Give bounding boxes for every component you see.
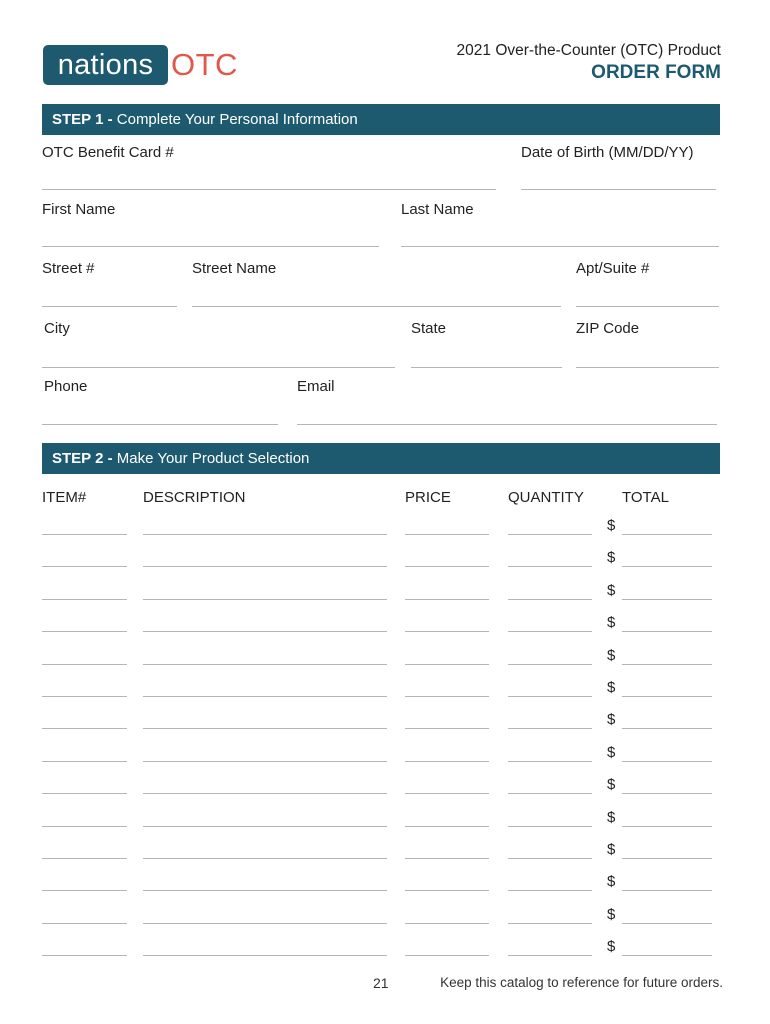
item-field[interactable] [42, 890, 127, 891]
description-field[interactable] [143, 728, 387, 729]
quantity-field[interactable] [508, 890, 592, 891]
street-name-label: Street Name [192, 260, 277, 277]
price-field[interactable] [405, 858, 489, 859]
description-field[interactable] [143, 534, 387, 535]
description-field[interactable] [143, 955, 387, 956]
quantity-field[interactable] [508, 599, 592, 600]
quantity-field[interactable] [508, 664, 592, 665]
description-field[interactable] [143, 599, 387, 600]
col-description: DESCRIPTION [143, 489, 246, 506]
dollar-sign: $ [607, 711, 616, 728]
dollar-sign: $ [607, 582, 616, 599]
quantity-field[interactable] [508, 826, 592, 827]
quantity-field[interactable] [508, 534, 592, 535]
price-field[interactable] [405, 534, 489, 535]
dob-label-text: Date of Birth [521, 144, 605, 161]
total-field[interactable] [622, 534, 712, 535]
step2-label: STEP 2 - [52, 450, 113, 467]
form-subtitle: 2021 Over-the-Counter (OTC) Product [456, 42, 721, 59]
logo-otc: OTC [171, 47, 238, 82]
item-field[interactable] [42, 793, 127, 794]
item-field[interactable] [42, 728, 127, 729]
email-field[interactable] [297, 424, 717, 425]
quantity-field[interactable] [508, 793, 592, 794]
step2-header [42, 443, 720, 474]
total-field[interactable] [622, 696, 712, 697]
item-field[interactable] [42, 923, 127, 924]
item-field[interactable] [42, 566, 127, 567]
col-item: ITEM# [42, 489, 87, 506]
zip-label: ZIP Code [576, 320, 640, 337]
total-field[interactable] [622, 890, 712, 891]
dollar-sign: $ [607, 517, 616, 534]
total-field[interactable] [622, 793, 712, 794]
dollar-sign: $ [607, 614, 616, 631]
price-field[interactable] [405, 826, 489, 827]
city-field[interactable] [42, 367, 395, 368]
phone-field[interactable] [42, 424, 278, 425]
description-field[interactable] [143, 923, 387, 924]
price-field[interactable] [405, 793, 489, 794]
description-field[interactable] [143, 631, 387, 632]
dollar-sign: $ [607, 679, 616, 696]
price-field[interactable] [405, 599, 489, 600]
price-field[interactable] [405, 728, 489, 729]
zip-field[interactable] [576, 367, 719, 368]
description-field[interactable] [143, 890, 387, 891]
street-number-field[interactable] [42, 306, 177, 307]
step1-label: STEP 1 - [52, 111, 113, 128]
state-label: State [411, 320, 447, 337]
total-field[interactable] [622, 923, 712, 924]
price-field[interactable] [405, 566, 489, 567]
street-name-field[interactable] [192, 306, 561, 307]
dob-label [521, 144, 694, 161]
dollar-sign: $ [607, 549, 616, 566]
item-field[interactable] [42, 696, 127, 697]
street-number-label: Street # [42, 260, 95, 277]
item-field[interactable] [42, 631, 127, 632]
description-field[interactable] [143, 858, 387, 859]
item-field[interactable] [42, 664, 127, 665]
total-field[interactable] [622, 858, 712, 859]
total-field[interactable] [622, 599, 712, 600]
quantity-field[interactable] [508, 631, 592, 632]
step1-text: Complete Your Personal Information [116, 111, 358, 128]
last-name-field[interactable] [401, 246, 719, 247]
phone-label: Phone [44, 378, 88, 395]
description-field[interactable] [143, 664, 387, 665]
dollar-sign: $ [607, 906, 616, 923]
price-field[interactable] [405, 890, 489, 891]
step2-text: Make Your Product Selection [116, 450, 310, 467]
item-field[interactable] [42, 858, 127, 859]
description-field[interactable] [143, 826, 387, 827]
item-field[interactable] [42, 534, 127, 535]
dob-field[interactable] [521, 189, 716, 190]
col-total: TOTAL [622, 489, 669, 506]
apt-suite-field[interactable] [576, 306, 719, 307]
dollar-sign: $ [607, 809, 616, 826]
price-field[interactable] [405, 664, 489, 665]
quantity-field[interactable] [508, 728, 592, 729]
quantity-field[interactable] [508, 761, 592, 762]
total-field[interactable] [622, 631, 712, 632]
total-field[interactable] [622, 728, 712, 729]
item-field[interactable] [42, 599, 127, 600]
total-field[interactable] [622, 664, 712, 665]
price-field[interactable] [405, 761, 489, 762]
first-name-label: First Name [42, 201, 116, 218]
description-field[interactable] [143, 696, 387, 697]
footer-note: Keep this catalog to reference for future orders. [440, 975, 723, 990]
description-field[interactable] [143, 566, 387, 567]
dollar-sign: $ [607, 938, 616, 955]
otc-card-label: OTC Benefit Card # [42, 144, 174, 161]
total-field[interactable] [622, 761, 712, 762]
item-field[interactable] [42, 826, 127, 827]
dob-format: (MM/DD/YY) [608, 144, 694, 161]
quantity-field[interactable] [508, 923, 592, 924]
total-field[interactable] [622, 955, 712, 956]
logo-nations: nations [43, 45, 168, 85]
dollar-sign: $ [607, 873, 616, 890]
description-field[interactable] [143, 761, 387, 762]
city-label: City [44, 320, 70, 337]
quantity-field[interactable] [508, 696, 592, 697]
first-name-field[interactable] [42, 246, 379, 247]
form-title: ORDER FORM [591, 62, 721, 83]
quantity-field[interactable] [508, 858, 592, 859]
price-field[interactable] [405, 955, 489, 956]
otc-card-field[interactable] [42, 189, 496, 190]
col-price: PRICE [405, 489, 451, 506]
total-field[interactable] [622, 566, 712, 567]
item-field[interactable] [42, 955, 127, 956]
item-field[interactable] [42, 761, 127, 762]
total-field[interactable] [622, 826, 712, 827]
price-field[interactable] [405, 923, 489, 924]
page-number: 21 [373, 975, 389, 991]
description-field[interactable] [143, 793, 387, 794]
dollar-sign: $ [607, 776, 616, 793]
last-name-label: Last Name [401, 201, 474, 218]
email-label: Email [297, 378, 335, 395]
quantity-field[interactable] [508, 566, 592, 567]
apt-suite-label: Apt/Suite # [576, 260, 650, 277]
col-quantity: QUANTITY [508, 489, 584, 506]
price-field[interactable] [405, 631, 489, 632]
dollar-sign: $ [607, 647, 616, 664]
state-field[interactable] [411, 367, 562, 368]
dollar-sign: $ [607, 841, 616, 858]
price-field[interactable] [405, 696, 489, 697]
dollar-sign: $ [607, 744, 616, 761]
step1-header [42, 104, 720, 135]
quantity-field[interactable] [508, 955, 592, 956]
